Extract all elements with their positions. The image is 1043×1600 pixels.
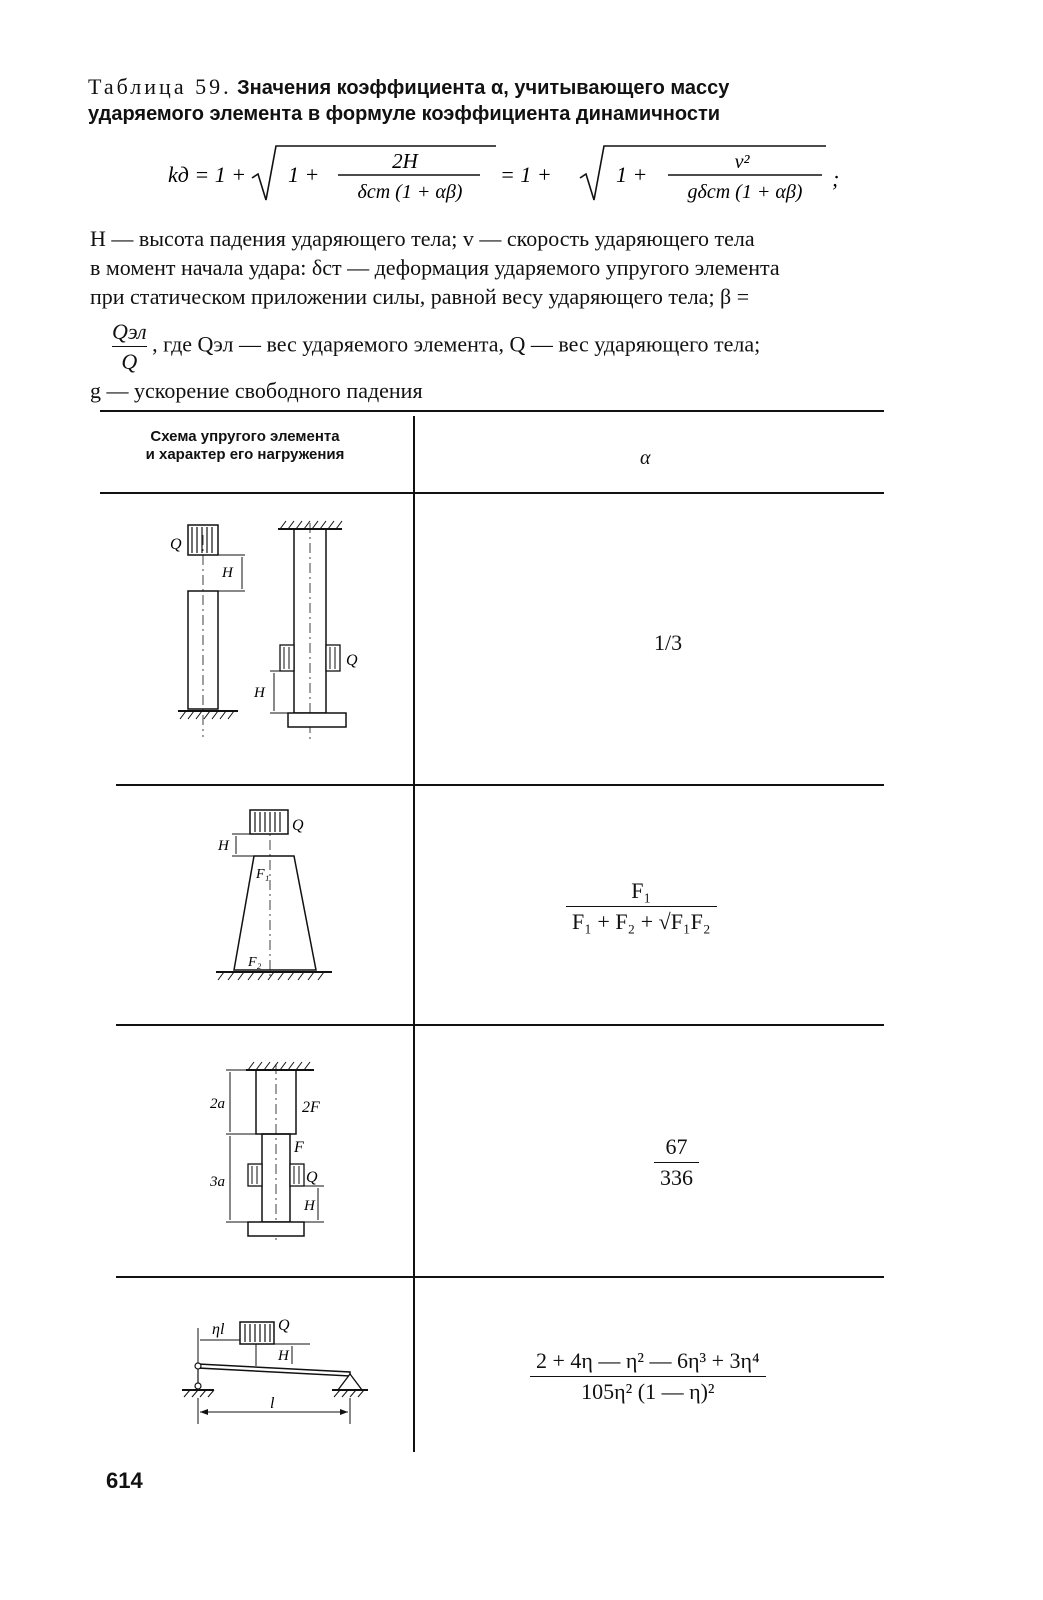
column-divider [413,416,415,1452]
description-line2: в момент начала удара: δст — деформация ударяемого упругого элемента [90,255,780,280]
header-scheme [100,428,390,464]
row1-diagram [160,515,400,745]
formula-one-plus-1: 1 + [288,162,320,187]
caption-label: Таблица 59. [88,74,232,99]
pin-support [338,1374,362,1390]
row4-diagram [170,1300,390,1440]
row1-alpha-value: 1/3 [654,630,683,655]
row1-h1-label: H [222,565,233,581]
description-line4-text: , где Qэл — вес ударяемого элемента, Q — вес ударяющего тела; [152,331,761,357]
formula-frac2-num: v² [734,151,750,173]
formula-frac1-den: δст (1 + αβ) [357,181,463,203]
header-alpha: α [640,447,651,469]
weight-block-2 [250,810,288,834]
row2-bottom-rule [116,1024,884,1026]
row1-q2-label: Q [346,652,358,669]
row3-alpha-den: 336 [654,1162,699,1191]
formula-semicolon: ; [832,166,840,191]
row2-alpha-fraction [566,878,717,935]
header-bottom-rule [100,492,884,494]
row4-alpha-num: 2 + 4η — η² — 6η³ + 3η⁴ [536,1348,760,1373]
row3-diagram [200,1060,380,1260]
description-line4 [90,317,920,376]
table-top-rule [100,410,884,412]
row4-alpha-den: 105η² (1 — η)² [530,1376,766,1405]
page-number: 614 [106,1468,143,1493]
row1-q1-label: Q [170,536,182,553]
row2-alpha-num: F₁ [631,878,652,903]
row3-2f-label: 2F [302,1099,320,1116]
header-scheme-line2: и характер его нагружения [145,446,345,463]
row2-diagram [200,800,380,1000]
row2-f2-label: F₂ [248,955,262,970]
row3-alpha-num: 67 [665,1134,688,1159]
row3-f-label: F [294,1139,304,1156]
caption-title-line2: ударяемого элемента в формуле коэффициента динамичности [88,103,721,125]
row3-h-label: H [304,1198,315,1214]
formula-description [90,224,920,405]
row4-alpha-fraction [530,1348,766,1405]
dynamic-coefficient-formula [0,138,1043,208]
beta-frac-num: Qэл [112,319,147,344]
row3-alpha-fraction [654,1134,699,1191]
beta-fraction [112,317,147,376]
formula-frac2-den: gδст (1 + αβ) [687,181,803,203]
caption-title-line1: Значения коэффициента α, учитывающего массу [237,77,730,99]
formula-mid: = 1 + [500,162,552,187]
header-scheme-line1: Схема упругого элемента [150,428,340,445]
row1-h2-label: H [254,685,265,701]
row2-f1-label: F₁ [256,867,270,882]
row3-3a-label: 3a [210,1174,225,1190]
row2-h-label: H [218,838,229,854]
table-caption [88,74,948,127]
row4-h-label: H [278,1348,289,1364]
row1-bottom-rule [116,784,884,786]
row2-q-label: Q [292,817,304,834]
row4-l-label: l [270,1395,275,1412]
beta-frac-den: Q [112,346,147,376]
description-line3: при статическом приложении силы, равной весу ударяющего тела; β = [90,284,750,309]
row3-2a-label: 2a [210,1096,225,1112]
row4-q-label: Q [278,1317,290,1334]
row3-q-label: Q [306,1169,318,1186]
formula-frac1-num: 2H [392,149,418,173]
beam [198,1364,350,1376]
row3-bottom-rule [116,1276,884,1278]
description-line5: g — ускорение свободного падения [90,378,423,403]
formula-one-plus-2: 1 + [616,162,648,187]
row4-etal-label: ηl [212,1321,225,1338]
rod-end-collar [248,1222,304,1236]
rod-collar [288,713,346,727]
description-line1: H — высота падения ударяющего тела; v — скорость ударяющего тела [90,226,755,251]
tapered-column [234,856,316,970]
row2-alpha-den: F₁ + F₂ + √F₁F₂ [566,906,717,935]
formula-lhs: kд = 1 + [168,162,247,187]
